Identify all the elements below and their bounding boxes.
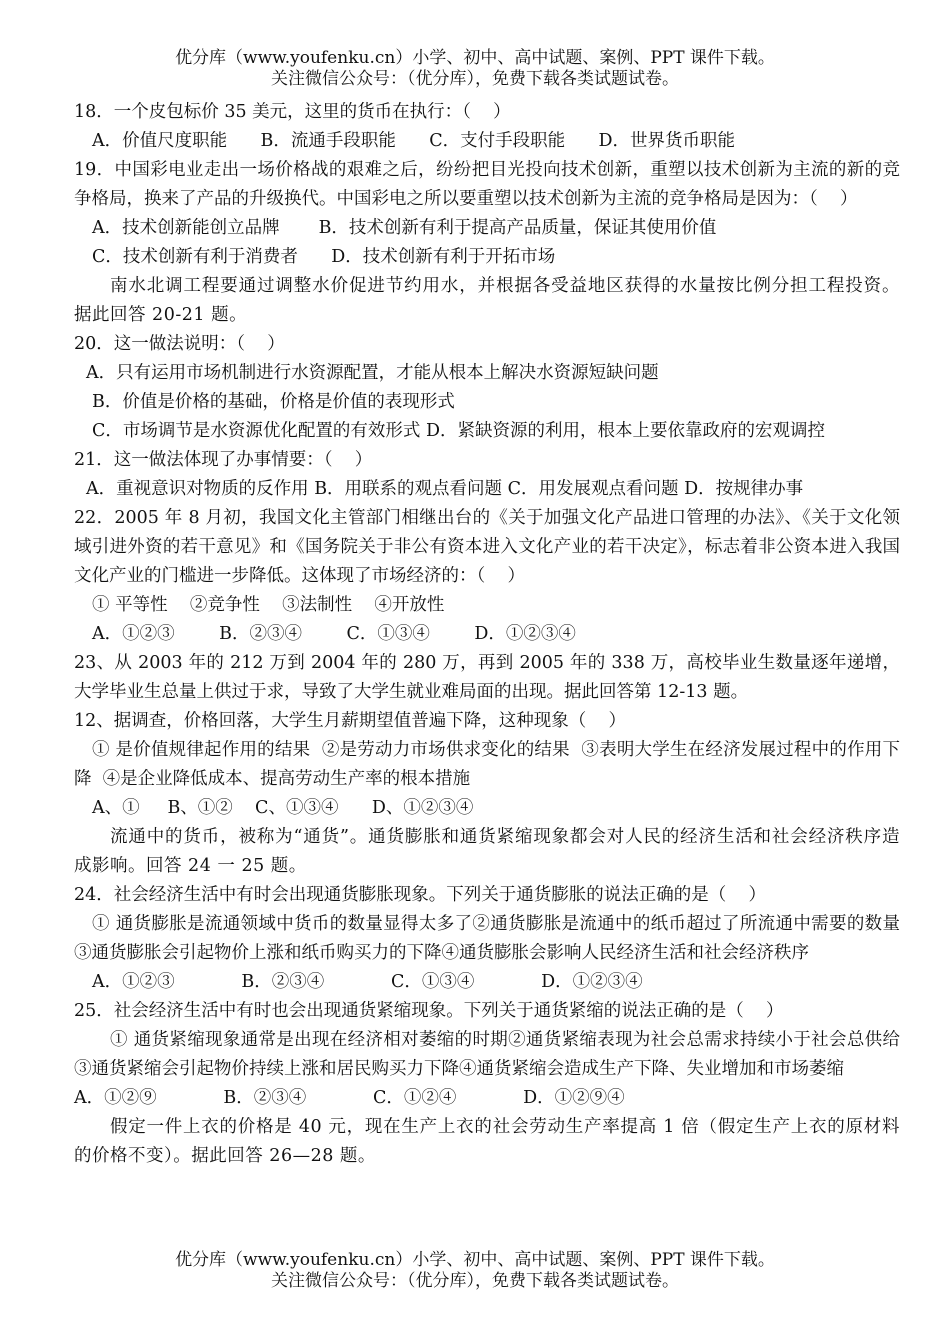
question-25-items: ① 通货紧缩现象通常是出现在经济相对萎缩的时期②通货紧缩表现为社会总需求持续小于社会总供给③通货紧缩会引起物价持续上涨和居民购买力下降④通货紧缩会造成生产下降、失业增加和市场萎缩 xyxy=(74,1030,900,1079)
question-24-options: A．①②③ B．②③④ C．①③④ D．①②③④ xyxy=(92,972,643,992)
passage-26-28: 假定一件上衣的价格是 40 元，现在生产上衣的社会劳动生产率提高 1 倍（假定生产上衣的原材料的价格不变）。据此回答 26—28 题。 xyxy=(74,1117,900,1166)
question-21-options: A．重视意识对物质的反作用 B．用联系的观点看问题 C．用发展观点看问题 D．按规律办事 xyxy=(86,479,804,499)
question-25-stem: 25．社会经济生活中有时也会出现通货紧缩现象。下列关于通货紧缩的说法正确的是（ ） xyxy=(74,1001,784,1021)
question-21-stem: 21．这一做法体现了办事情要：（ ） xyxy=(74,450,373,470)
question-22-stem: 22．2005 年 8 月初，我国文化主管部门相继出台的《关于加强文化产品进口管理的办法》、《关于文化领域引进外资的若干意见》和《国务院关于非公有资本进入文化产业的若干决定》，标志着非公资本进入我国文化产业的门槛进一步降低。这体现了市场经济的：（ ） xyxy=(74,508,900,586)
question-22-options: A．①②③ B．②③④ C．①③④ D．①②③④ xyxy=(92,624,576,644)
footer-line-2: 关注微信公众号：（优分库），免费下载各类试题试卷。 xyxy=(271,1271,679,1291)
question-23-stem: 23、从 2003 年的 212 万到 2004 年的 280 万，再到 2005 年的 338 万，高校毕业生数量逐年递增，大学毕业生总量上供过于求，导致了大学生就业难局面的出现。据此回答第 12-13 题。 xyxy=(74,653,900,702)
question-12-stem: 12、据调查，价格回落，大学生月薪期望值普遍下降，这种现象（ ） xyxy=(74,711,627,731)
passage-24-25: 流通中的货币，被称为“通货”。通货膨胀和通货紧缩现象都会对人民的经济生活和社会经济秩序造成影响。回答 24 一 25 题。 xyxy=(74,827,900,876)
question-20-option-cd: C．市场调节是水资源优化配置的有效形式 D．紧缺资源的利用，根本上要依靠政府的宏观调控 xyxy=(92,421,825,441)
footer-line-1: 优分库（www.youfenku.cn）小学、初中、高中试题、案例、PPT 课件下载。 xyxy=(175,1250,775,1270)
question-12-options: A、① B、①② C、①③④ D、①②③④ xyxy=(92,798,474,818)
question-20-option-b: B．价值是价格的基础，价格是价值的表现形式 xyxy=(92,392,455,412)
question-22-items: ① 平等性 ②竞争性 ③法制性 ④开放性 xyxy=(92,595,445,615)
question-25-options: A．①②⑨ B．②③④ C．①②④ D．①②⑨④ xyxy=(74,1088,625,1108)
header-line-2: 关注微信公众号：（优分库），免费下载各类试题试卷。 xyxy=(271,69,679,89)
question-20-option-a: A．只有运用市场机制进行水资源配置，才能从根本上解决水资源短缺问题 xyxy=(86,363,659,383)
question-19-options-cd: C．技术创新有利于消费者 D．技术创新有利于开拓市场 xyxy=(92,247,556,267)
question-18-options: A．价值尺度职能 B．流通手段职能 C．支付手段职能 D．世界货币职能 xyxy=(92,131,736,151)
question-19-options-ab: A．技术创新能创立品牌 B．技术创新有利于提高产品质量，保证其使用价值 xyxy=(92,218,717,238)
exam-content xyxy=(74,98,900,1171)
page-header xyxy=(0,48,950,90)
question-19-stem: 19．中国彩电业走出一场价格战的艰难之后，纷纷把目光投向技术创新，重塑以技术创新为主流的新的竞争格局，换来了产品的升级换代。中国彩电之所以要重塑以技术创新为主流的竞争格局是因为：（ ） xyxy=(74,160,900,209)
question-24-stem: 24．社会经济生活中有时会出现通货膨胀现象。下列关于通货膨胀的说法正确的是（ ） xyxy=(74,885,767,905)
passage-20-21: 南水北调工程要通过调整水价促进节约用水，并根据各受益地区获得的水量按比例分担工程投资。据此回答 20-21 题。 xyxy=(74,276,900,325)
question-20-stem: 20．这一做法说明：（ ） xyxy=(74,334,285,354)
header-line-1: 优分库（www.youfenku.cn）小学、初中、高中试题、案例、PPT 课件下载。 xyxy=(175,48,775,68)
question-24-items: ① 通货膨胀是流通领域中货币的数量显得太多了②通货膨胀是流通中的纸币超过了所流通中需要的数量③通货膨胀会引起物价上涨和纸币购买力的下降④通货膨胀会影响人民经济生活和社会经济秩序 xyxy=(74,914,900,963)
page-footer xyxy=(0,1250,950,1292)
question-12-items: ① 是价值规律起作用的结果 ②是劳动力市场供求变化的结果 ③表明大学生在经济发展过程中的作用下降 ④是企业降低成本、提高劳动生产率的根本措施 xyxy=(74,740,900,789)
question-18-stem: 18．一个皮包标价 35 美元，这里的货币在执行：（ ） xyxy=(74,102,511,122)
